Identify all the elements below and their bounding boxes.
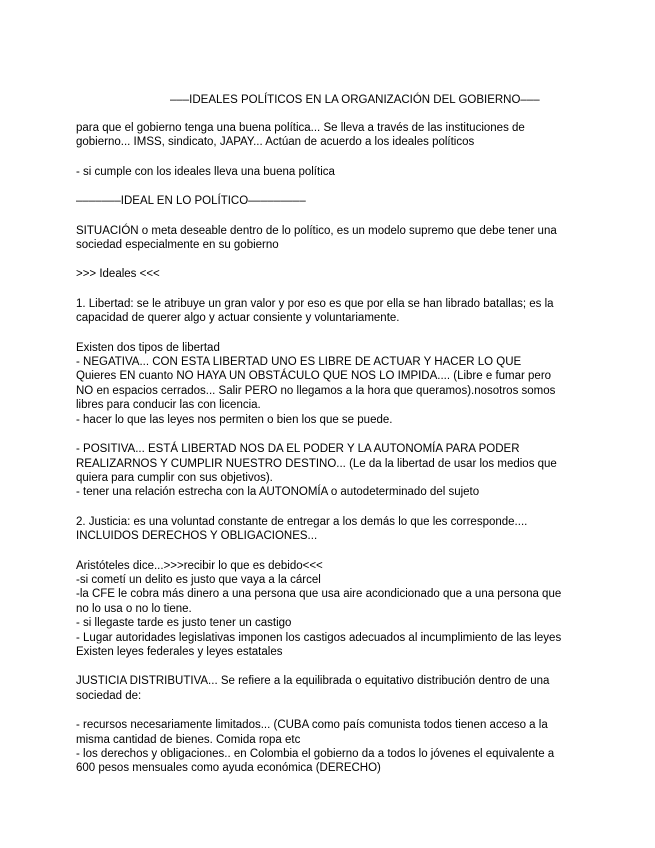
text-line: - tener una relación estrecha con la AUTONOMÍA o autodeterminado del sujeto bbox=[76, 486, 480, 499]
paragraph bbox=[76, 442, 582, 500]
text-line: - si llegaste tarde es justo tener un castigo bbox=[76, 617, 292, 630]
text-line: sociedad de: bbox=[76, 689, 142, 702]
text-line: REALIZARNOS Y CUMPLIR NUESTRO DESTINO... (Le da la libertad de usar los medios que bbox=[76, 457, 557, 470]
text-line: JUSTICIA DISTRIBUTIVA... Se refiere a la equilibrada o equitativo distribución dentro de una bbox=[76, 675, 550, 688]
paragraph bbox=[76, 297, 582, 326]
text-line: 1. Libertad: se le atribuye un gran valor y por eso es que por ella se han librado batallas; es la bbox=[76, 297, 554, 310]
paragraph bbox=[76, 718, 582, 776]
text-line: - NEGATIVA... CON ESTA LIBERTAD UNO ES LIBRE DE ACTUAR Y HACER LO QUE bbox=[76, 356, 522, 369]
text-line: - si cumple con los ideales lleva una buena política bbox=[76, 165, 335, 178]
text-line: -si cometí un delito es justo que vaya a la cárcel bbox=[76, 573, 321, 586]
paragraph bbox=[76, 559, 582, 660]
paragraph bbox=[76, 224, 582, 253]
text-line: NO en espacios cerrados... Salir PERO no llegamos a la hora que queramos).nosotros somos bbox=[76, 384, 556, 397]
text-line: Quieres EN cuanto NO HAYA UN OBSTÁCULO QUE NOS LO IMPIDA.... (Libre e fumar pero bbox=[76, 370, 552, 383]
paragraph bbox=[76, 121, 582, 150]
text-line: sociedad especialmente en su gobierno bbox=[76, 239, 279, 252]
text-line: para que el gobierno tenga una buena política... Se lleva a través de las instituciones de bbox=[76, 122, 525, 134]
text-line: -la CFE le cobra más dinero a una persona que usa aire acondicionado que a una persona que bbox=[76, 588, 562, 601]
text-line: - POSITIVA... ESTÁ LIBERTAD NOS DA EL PODER Y LA AUTONOMÍA PARA PODER bbox=[76, 443, 520, 456]
text-line: 600 pesos mensuales como ayuda económica (DERECHO) bbox=[76, 762, 381, 775]
paragraph bbox=[76, 194, 582, 208]
text-line: misma cantidad de bienes. Comida ropa etc bbox=[76, 733, 301, 746]
text-line: quiera para cumplir con sus objetivos). bbox=[76, 471, 273, 484]
text-line: - Lugar autoridades legislativas imponen los castigos adecuados al incumplimiento de las leyes bbox=[76, 631, 562, 644]
text-line: capacidad de querer algo y actuar consiente y voluntariamente. bbox=[76, 312, 400, 325]
text-line: gobierno... IMSS, sindicato, JAPAY... Actúan de acuerdo a los ideales políticos bbox=[76, 136, 475, 149]
document-title: –––IDEALES POLÍTICOS EN LA ORGANIZACIÓN DEL GOBIERNO––– bbox=[170, 94, 540, 106]
paragraph bbox=[76, 515, 582, 544]
text-line: no lo usa o no lo tiene. bbox=[76, 602, 192, 615]
text-line: Existen dos tipos de libertad bbox=[76, 341, 220, 354]
paragraph bbox=[76, 165, 582, 179]
text-line: Existen leyes federales y leyes estatales bbox=[76, 645, 283, 658]
text-line: –––––––IDEAL EN LO POLÍTICO––––––––– bbox=[76, 195, 306, 208]
paragraph bbox=[76, 341, 582, 427]
text-line: libres para conducir las con licencia. bbox=[76, 399, 261, 412]
text-line: - recursos necesariamente limitados... (CUBA como país comunista todos tienen acceso a la bbox=[76, 719, 548, 732]
text-line: >>> Ideales <<< bbox=[76, 268, 160, 281]
text-line: - los derechos y obligaciones.. en Colombia el gobierno da a todos lo jóvenes el equivalente a bbox=[76, 748, 555, 760]
text-line: Aristóteles dice...>>>recibir lo que es debido<<< bbox=[76, 559, 323, 572]
paragraph bbox=[76, 674, 582, 703]
text-line: 2. Justicia: es una voluntad constante de entregar a los demás lo que les corresponde.... bbox=[76, 515, 528, 528]
text-line: SITUACIÓN o meta deseable dentro de lo político, es un modelo supremo que debe tener una bbox=[76, 224, 557, 237]
document-body bbox=[76, 121, 582, 791]
paragraph bbox=[76, 267, 582, 281]
text-line: INCLUIDOS DERECHOS Y OBLIGACIONES... bbox=[76, 530, 318, 543]
text-line: - hacer lo que las leyes nos permiten o bien los que se puede. bbox=[76, 413, 393, 426]
